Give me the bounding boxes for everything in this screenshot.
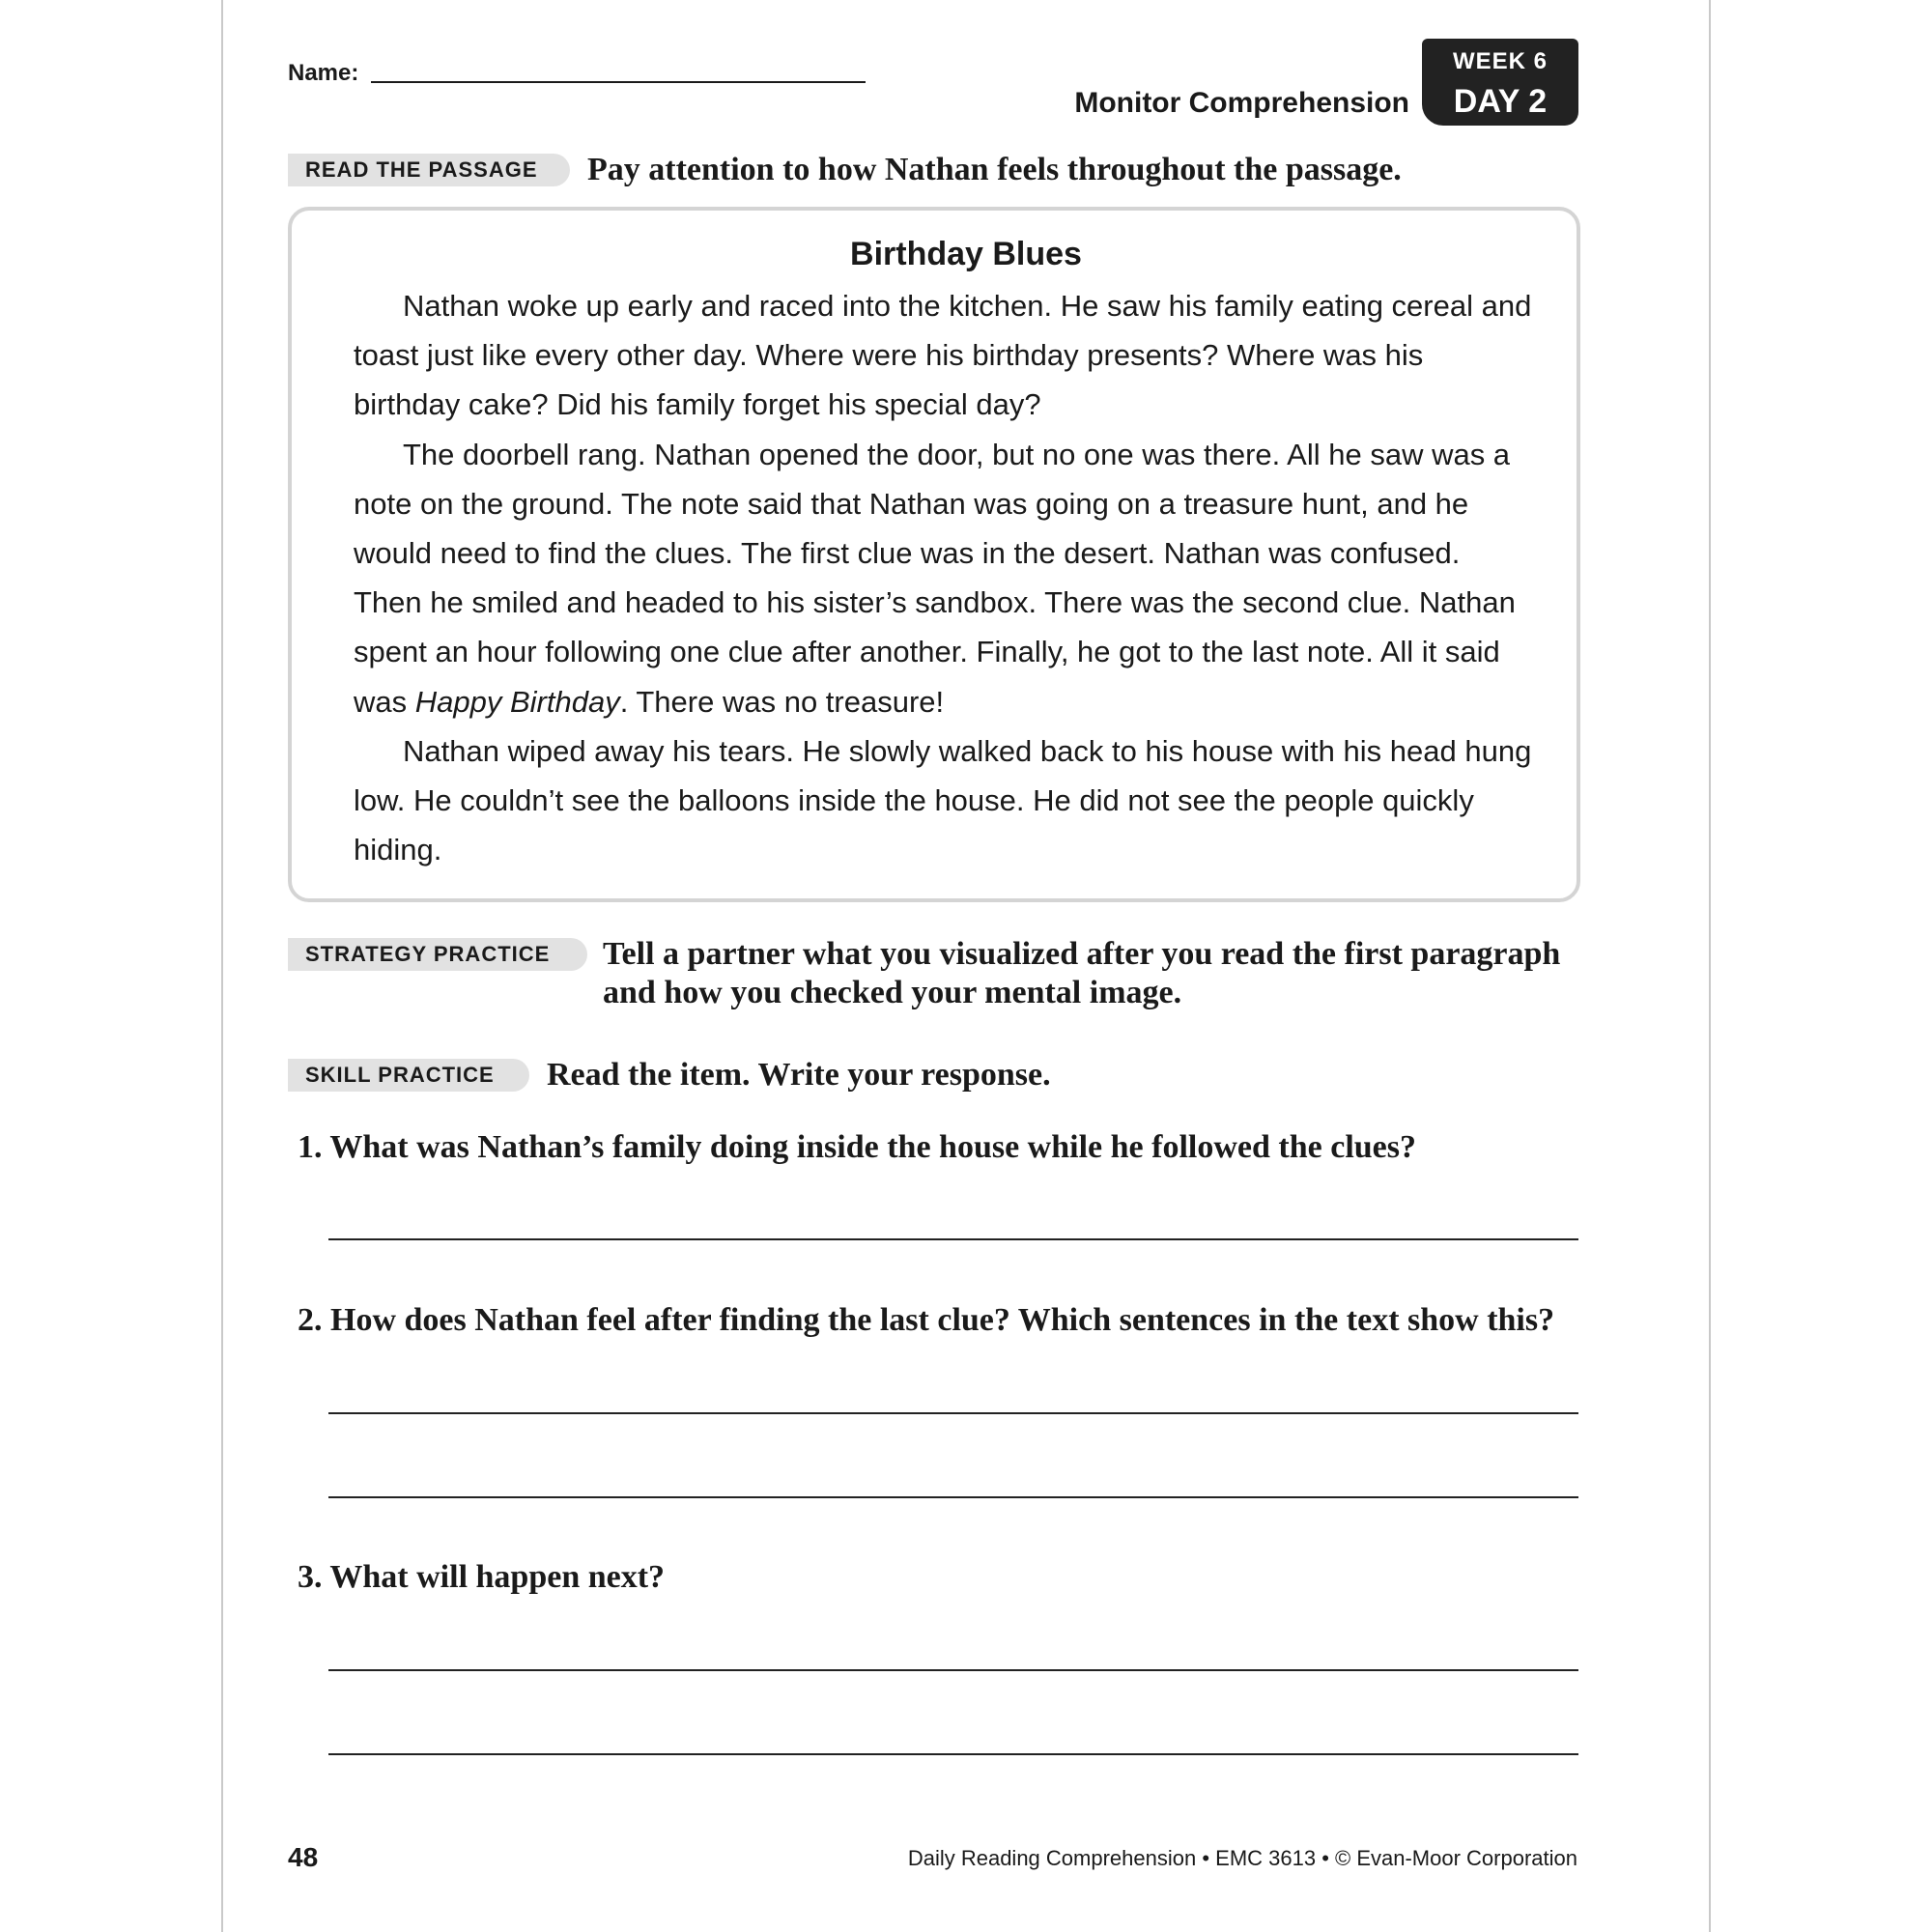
question-2: 2. How does Nathan feel after finding the last clue? Which sentences in the text show this? <box>298 1302 1555 1338</box>
week-day-tab <box>1422 39 1578 126</box>
name-label: Name: <box>288 60 359 86</box>
skill-practice-instruction: Read the item. Write your response. <box>547 1057 1051 1093</box>
answer-line-2a[interactable] <box>328 1412 1578 1414</box>
question-3: 3. What will happen next? <box>298 1559 666 1595</box>
answer-line-2b[interactable] <box>328 1496 1578 1498</box>
page-right-edge <box>1709 0 1711 1932</box>
passage-italic-phrase: Happy Birthday <box>414 684 620 719</box>
strategy-practice-tag: STRATEGY PRACTICE <box>288 938 587 971</box>
passage-title: Birthday Blues <box>850 236 1082 272</box>
page-number: 48 <box>288 1842 319 1872</box>
strategy-instruction-line-1: Tell a partner what you visualized after you read the first paragraph <box>603 936 1561 972</box>
strategy-instruction-line-2: and how you checked your mental image. <box>603 975 1182 1010</box>
passage-paragraph-1: Nathan woke up early and raced into the kitchen. He saw his family eating cereal and toast just like every other day. Where were his birthday presents? Where was his birthday cake? Did his family forget his special day? <box>354 289 1532 422</box>
day-label: DAY 2 <box>1453 83 1548 120</box>
read-passage-instruction: Pay attention to how Nathan feels throughout the passage. <box>587 152 1402 187</box>
passage-paragraph-2-end: . There was no treasure! <box>619 684 945 719</box>
passage-body <box>354 281 1532 874</box>
subject-title: Monitor Comprehension <box>1074 87 1409 119</box>
answer-line-1[interactable] <box>328 1238 1578 1240</box>
footer-credit: Daily Reading Comprehension • EMC 3613 • © Evan-Moor Corporation <box>907 1846 1577 1870</box>
passage-paragraph-2 <box>354 430 1532 726</box>
strategy-practice-instruction <box>603 935 1560 1012</box>
week-label: WEEK 6 <box>1452 48 1548 74</box>
passage-paragraph-3: Nathan wiped away his tears. He slowly walked back to his house with his head hung low. He couldn’t see the balloons inside the house. He did not see the people quickly hiding. <box>354 733 1532 867</box>
read-passage-tag: READ THE PASSAGE <box>288 154 570 186</box>
page-left-edge <box>221 0 223 1932</box>
answer-line-3a[interactable] <box>328 1669 1578 1671</box>
name-write-line[interactable] <box>371 81 866 83</box>
answer-line-3b[interactable] <box>328 1753 1578 1755</box>
passage-paragraph-2-text: The doorbell rang. Nathan opened the door, but no one was there. All he saw was a note on the ground. The note said that Nathan was going on a treasure hunt, and he would need to find the clues. The first clue was in the desert. Nathan was confused. Then he smiled and headed to his sister’s sandbox. There was the second clue. Nathan spent an hour following one clue after another. Finally, he got to the last note. All it said was <box>354 437 1516 719</box>
skill-practice-tag: SKILL PRACTICE <box>288 1059 529 1092</box>
question-1: 1. What was Nathan’s family doing inside the house while he followed the clues? <box>298 1129 1416 1165</box>
